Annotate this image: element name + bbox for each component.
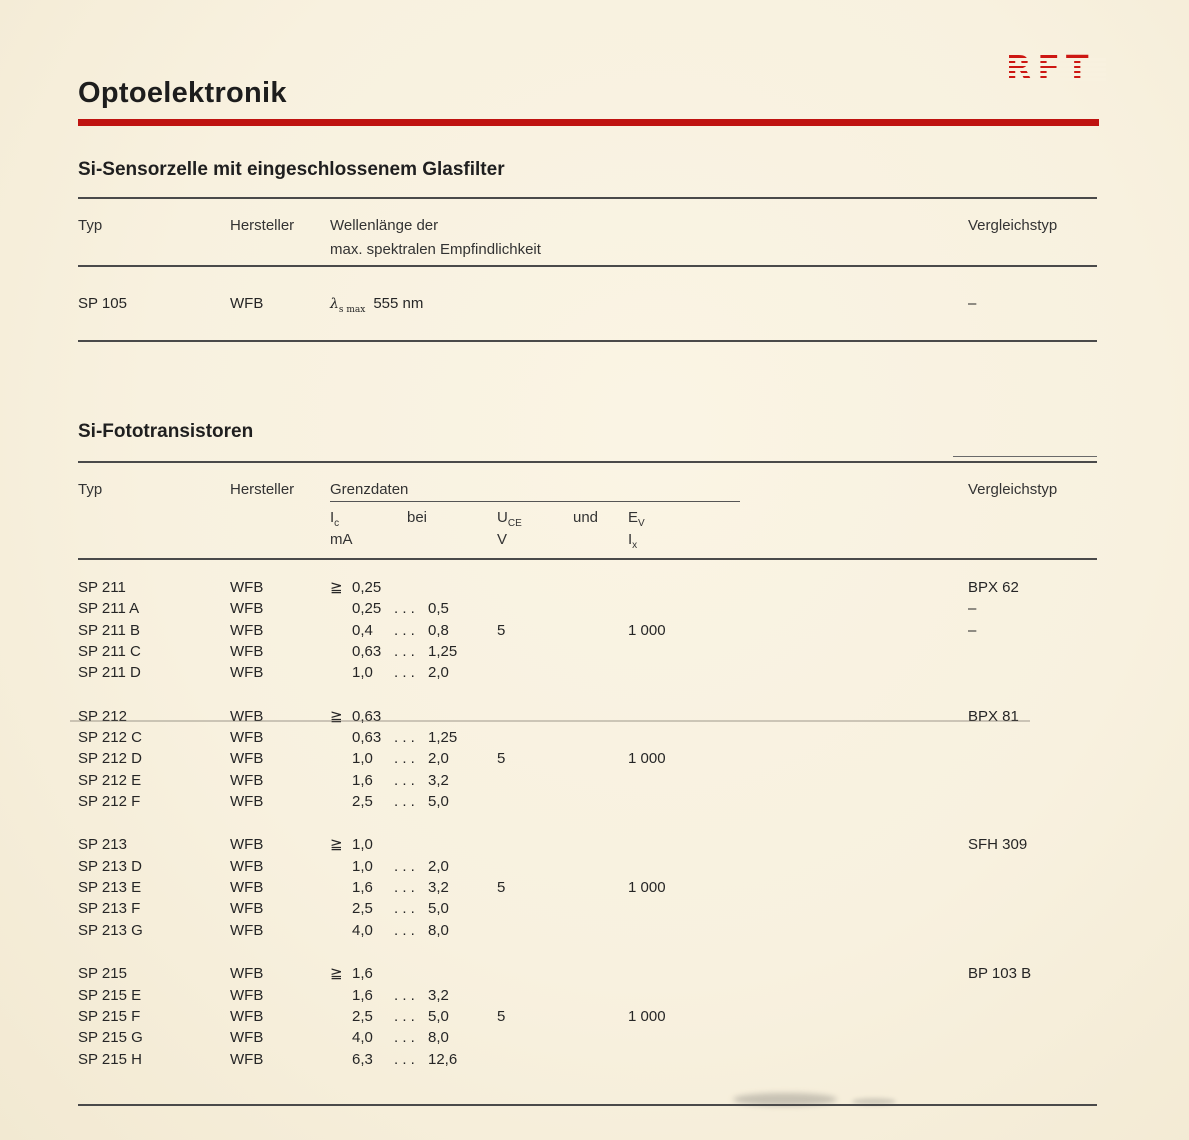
cell-grenzdaten <box>330 856 497 877</box>
table-row <box>78 898 1097 919</box>
und-label: und <box>573 509 599 526</box>
scan-smudge <box>852 1098 896 1105</box>
cell-vergleichstyp: SFH 309 <box>968 836 1028 854</box>
ic-min: 0,25 <box>352 600 382 618</box>
ic-min: 0,4 <box>352 621 373 639</box>
ic-min: 0,63 <box>352 643 382 661</box>
col-wellenlaenge <box>330 214 968 262</box>
logo-stripe <box>1003 73 1106 76</box>
ic-min: 0,63 <box>352 707 382 725</box>
cell-typ: SP 211 A <box>78 600 140 618</box>
ic-base: I <box>330 509 335 526</box>
cell-vergleichstyp: BP 103 B <box>968 965 1032 983</box>
cell-grenzdaten <box>330 1027 497 1048</box>
cell-grenzdaten <box>330 706 497 727</box>
cell-vergleichstyp <box>968 877 1097 898</box>
cell-typ: SP 105 <box>78 295 127 312</box>
ic-sign: ≧ <box>330 579 343 596</box>
ic-dots: . . . <box>394 857 415 875</box>
transistor-table-header <box>78 478 1097 502</box>
grenzdaten-underline <box>330 501 740 502</box>
cell-ev <box>628 920 968 941</box>
ic-sign: ≧ <box>330 836 343 854</box>
table-row <box>78 985 1097 1006</box>
ic-max: 2,0 <box>428 664 449 682</box>
cell-typ: SP 211 B <box>78 621 140 639</box>
cell-grenzdaten <box>330 662 497 683</box>
cell-hersteller: WFB <box>230 793 264 811</box>
cell-hersteller: WFB <box>230 707 264 725</box>
ic-max: 0,8 <box>428 621 449 639</box>
cell-hersteller: WFB <box>230 900 264 918</box>
wellenlaenge-line2: max. spektralen Empfindlichkeit <box>330 241 541 258</box>
table-row <box>78 791 1097 812</box>
ic-max: 2,0 <box>428 750 449 768</box>
unit-ma: mA <box>330 531 353 548</box>
cell-hersteller: WFB <box>230 879 264 897</box>
table-row <box>78 963 1097 984</box>
ic-dots: . . . <box>394 986 415 1004</box>
table-row <box>78 292 1097 322</box>
cell-typ: SP 211 D <box>78 664 141 682</box>
cell-ev <box>628 662 968 683</box>
cell-grenzdaten <box>330 985 497 1006</box>
cell-typ: SP 213 G <box>78 921 143 939</box>
ic-min: 1,0 <box>352 664 373 682</box>
ic-max: 3,2 <box>428 879 449 897</box>
ic-dots: . . . <box>394 1050 415 1068</box>
cell-ev <box>628 898 968 919</box>
cell-grenzdaten <box>330 770 497 791</box>
transistor-table-body <box>78 577 1097 1070</box>
page-title: Optoelektronik <box>78 77 287 109</box>
cell-ev: 1 000 <box>628 621 666 639</box>
ic-min: 1,0 <box>352 750 373 768</box>
cell-uce <box>497 920 628 941</box>
cell-uce <box>497 985 628 1006</box>
cell-typ: SP 215 E <box>78 986 142 1004</box>
cell-vergleichstyp: BPX 81 <box>968 707 1019 725</box>
col-vergleichstyp: Vergleichstyp <box>968 481 1058 498</box>
table-row <box>78 770 1097 791</box>
spacer <box>628 478 968 502</box>
cell-uce: 5 <box>497 621 506 639</box>
cell-uce <box>497 1049 628 1070</box>
cell-hersteller: WFB <box>230 664 264 682</box>
logo-stripe <box>1003 78 1106 81</box>
cell-grenzdaten <box>330 1049 497 1070</box>
ic-min: 2,5 <box>352 1007 373 1025</box>
uce-base: U <box>497 509 508 526</box>
cell-hersteller: WFB <box>230 1007 264 1025</box>
table-row <box>78 877 1097 898</box>
divider-line <box>953 456 1097 457</box>
cell-typ: SP 211 C <box>78 643 141 661</box>
ic-max: 5,0 <box>428 900 449 918</box>
table-row <box>78 662 1097 683</box>
spacer <box>230 528 330 558</box>
ic-dots: . . . <box>394 900 415 918</box>
cell-ev <box>628 856 968 877</box>
cell-uce <box>497 770 628 791</box>
ic-max: 8,0 <box>428 921 449 939</box>
ic-dots: . . . <box>394 621 415 639</box>
ix-base: I <box>628 531 633 548</box>
cell-grenzdaten <box>330 748 497 769</box>
cell-hersteller: WFB <box>230 921 264 939</box>
logo-stripe <box>1003 58 1106 61</box>
ic-dots: . . . <box>394 643 415 661</box>
cell-hersteller: WFB <box>230 295 264 312</box>
cell-uce <box>497 706 628 727</box>
cell-grenzdaten <box>330 963 497 984</box>
scan-smudge <box>733 1093 837 1106</box>
cell-typ: SP 215 G <box>78 1029 143 1047</box>
cell-vergleichstyp: BPX 62 <box>968 579 1019 596</box>
cell-grenzdaten <box>330 620 497 641</box>
cell-vergleichstyp <box>968 1049 1097 1070</box>
cell-ev <box>628 791 968 812</box>
cell-vergleichstyp <box>968 770 1097 791</box>
cell-vergleichstyp <box>968 1006 1097 1027</box>
ic-max: 3,2 <box>428 771 449 789</box>
ic-min: 1,6 <box>352 965 373 983</box>
cell-typ: SP 212 D <box>78 750 142 768</box>
ic-max: 1,25 <box>428 729 458 747</box>
wellenlaenge-line1: Wellenlänge der <box>330 217 439 234</box>
table-row <box>78 577 1097 598</box>
ic-dots: . . . <box>394 771 415 789</box>
cell-grenzdaten <box>330 727 497 748</box>
ix-sub: x <box>632 540 638 551</box>
cell-uce <box>497 727 628 748</box>
table-row <box>78 598 1097 619</box>
transistor-subheader-units <box>78 528 1097 558</box>
col-vergleichstyp: Vergleichstyp <box>968 217 1058 234</box>
cell-vergleichstyp <box>968 791 1097 812</box>
cell-grenzdaten <box>330 877 497 898</box>
cell-uce <box>497 898 628 919</box>
cell-uce <box>497 577 628 598</box>
divider-line <box>78 197 1097 199</box>
cell-ev <box>628 985 968 1006</box>
cell-grenzdaten <box>330 577 497 598</box>
ic-max: 5,0 <box>428 793 449 811</box>
unit-ix <box>628 528 968 558</box>
cell-uce <box>497 598 628 619</box>
cell-vergleichstyp <box>968 662 1097 683</box>
ic-sign: ≧ <box>330 707 343 725</box>
divider-line <box>78 265 1097 267</box>
cell-typ: SP 215 <box>78 965 127 983</box>
divider-line <box>78 1104 1097 1106</box>
table-row <box>78 641 1097 662</box>
uce-sub: CE <box>507 518 522 529</box>
cell-uce <box>497 641 628 662</box>
cell-uce <box>497 856 628 877</box>
table-row <box>78 706 1097 727</box>
ic-min: 1,0 <box>352 857 373 875</box>
table-row <box>78 1006 1097 1027</box>
cell-typ: SP 213 E <box>78 879 142 897</box>
ic-dots: . . . <box>394 664 415 682</box>
bei-label: bei <box>407 509 428 526</box>
cell-hersteller: WFB <box>230 1050 264 1068</box>
lambda-subscript: s max <box>338 305 366 315</box>
cell-uce: 5 <box>497 750 506 768</box>
ic-dots: . . . <box>394 1029 415 1047</box>
ic-min: 4,0 <box>352 1029 373 1047</box>
cell-hersteller: WFB <box>230 771 264 789</box>
ic-dots: . . . <box>394 793 415 811</box>
cell-hersteller: WFB <box>230 836 264 854</box>
cell-uce <box>497 791 628 812</box>
cell-hersteller: WFB <box>230 579 264 596</box>
lambda-symbol: λ <box>330 296 339 312</box>
cell-uce <box>497 963 628 984</box>
cell-vergleichstyp: – <box>968 621 977 639</box>
lambda-value: 555 nm <box>373 295 424 312</box>
cell-ev: 1 000 <box>628 750 666 768</box>
cell-typ: SP 212 E <box>78 771 142 789</box>
cell-typ: SP 213 F <box>78 900 141 918</box>
cell-grenzdaten <box>330 898 497 919</box>
cell-grenzdaten <box>330 1006 497 1027</box>
cell-typ: SP 213 D <box>78 857 142 875</box>
col-typ: Typ <box>78 481 103 498</box>
table-row <box>78 834 1097 855</box>
ic-dots: . . . <box>394 1007 415 1025</box>
cell-vergleichstyp <box>968 985 1097 1006</box>
rft-logo <box>1006 50 1103 86</box>
cell-ev: 1 000 <box>628 1007 666 1025</box>
sensor-table-header <box>78 214 1097 262</box>
ic-dots: . . . <box>394 750 415 768</box>
cell-vergleichstyp <box>968 920 1097 941</box>
cell-vergleichstyp <box>968 727 1097 748</box>
ic-min: 1,6 <box>352 879 373 897</box>
col-typ: Typ <box>78 217 103 234</box>
cell-grenzdaten <box>330 641 497 662</box>
cell-wellenlaenge <box>330 292 968 322</box>
ic-sub: c <box>334 518 340 529</box>
cell-ev: 1 000 <box>628 879 666 897</box>
cell-ev <box>628 706 968 727</box>
table-row <box>78 727 1097 748</box>
cell-vergleichstyp: – <box>968 295 977 312</box>
cell-grenzdaten <box>330 791 497 812</box>
cell-hersteller: WFB <box>230 729 264 747</box>
cell-vergleichstyp <box>968 641 1097 662</box>
ic-dots: . . . <box>394 921 415 939</box>
cell-ev <box>628 641 968 662</box>
table-row <box>78 1027 1097 1048</box>
ic-max: 12,6 <box>428 1050 458 1068</box>
ic-min: 2,5 <box>352 900 373 918</box>
cell-vergleichstyp: – <box>968 600 977 618</box>
cell-typ: SP 212 C <box>78 729 142 747</box>
cell-vergleichstyp <box>968 1027 1097 1048</box>
spacer <box>497 478 628 502</box>
cell-uce <box>497 662 628 683</box>
cell-ev <box>628 834 968 855</box>
cell-ev <box>628 727 968 748</box>
cell-hersteller: WFB <box>230 621 264 639</box>
cell-typ: SP 212 F <box>78 793 141 811</box>
divider-line <box>78 461 1097 463</box>
divider-line <box>78 558 1097 560</box>
col-hersteller: Hersteller <box>230 481 295 498</box>
ic-max: 0,5 <box>428 600 449 618</box>
divider-line <box>78 340 1097 342</box>
ic-max: 5,0 <box>428 1007 449 1025</box>
red-divider-bar <box>78 119 1099 126</box>
col-grenzdaten: Grenzdaten <box>330 481 409 498</box>
cell-hersteller: WFB <box>230 965 264 983</box>
ev-base: E <box>628 509 639 526</box>
cell-ev <box>628 598 968 619</box>
cell-uce: 5 <box>497 879 506 897</box>
ic-min: 2,5 <box>352 793 373 811</box>
cell-grenzdaten <box>330 834 497 855</box>
spacer <box>968 528 1097 558</box>
cell-uce: 5 <box>497 1007 506 1025</box>
cell-hersteller: WFB <box>230 600 264 618</box>
table-row <box>78 620 1097 641</box>
logo-stripe <box>1003 68 1106 71</box>
cell-ev <box>628 770 968 791</box>
ic-min: 0,63 <box>352 729 382 747</box>
table-row <box>78 1049 1097 1070</box>
cell-grenzdaten <box>330 598 497 619</box>
ev-sub: V <box>638 518 645 529</box>
unit-v: V <box>497 531 508 548</box>
cell-hersteller: WFB <box>230 750 264 768</box>
ic-min: 1,6 <box>352 986 373 1004</box>
ic-min: 4,0 <box>352 921 373 939</box>
ic-sign: ≧ <box>330 965 343 983</box>
ic-min: 6,3 <box>352 1050 373 1068</box>
cell-hersteller: WFB <box>230 1029 264 1047</box>
cell-vergleichstyp <box>968 748 1097 769</box>
ic-max: 1,25 <box>428 643 458 661</box>
ic-min: 1,6 <box>352 771 373 789</box>
cell-hersteller: WFB <box>230 857 264 875</box>
spacer <box>78 528 230 558</box>
cell-ev <box>628 1027 968 1048</box>
cell-grenzdaten <box>330 920 497 941</box>
table-row <box>78 856 1097 877</box>
cell-typ: SP 212 <box>78 707 127 725</box>
ic-min: 1,0 <box>352 836 373 854</box>
cell-hersteller: WFB <box>230 643 264 661</box>
col-hersteller: Hersteller <box>230 217 295 234</box>
cell-vergleichstyp <box>968 898 1097 919</box>
cell-typ: SP 211 <box>78 579 126 596</box>
cell-vergleichstyp <box>968 856 1097 877</box>
ic-max: 3,2 <box>428 986 449 1004</box>
cell-typ: SP 213 <box>78 836 127 854</box>
table-row <box>78 748 1097 769</box>
scan-fold-artifact <box>70 720 1030 722</box>
table-row <box>78 920 1097 941</box>
cell-typ: SP 215 H <box>78 1050 142 1068</box>
ic-dots: . . . <box>394 600 415 618</box>
cell-uce <box>497 834 628 855</box>
cell-uce <box>497 1027 628 1048</box>
ic-dots: . . . <box>394 729 415 747</box>
ic-max: 2,0 <box>428 857 449 875</box>
cell-typ: SP 215 F <box>78 1007 141 1025</box>
transistor-section-heading: Si-Fototransistoren <box>78 421 254 442</box>
cell-hersteller: WFB <box>230 986 264 1004</box>
ic-min: 0,25 <box>352 579 382 596</box>
cell-ev <box>628 577 968 598</box>
logo-stripe <box>1003 63 1106 66</box>
cell-ev <box>628 963 968 984</box>
sensor-section-heading: Si-Sensorzelle mit eingeschlossenem Glasfilter <box>78 159 505 180</box>
cell-ev <box>628 1049 968 1070</box>
ic-max: 8,0 <box>428 1029 449 1047</box>
ic-dots: . . . <box>394 879 415 897</box>
